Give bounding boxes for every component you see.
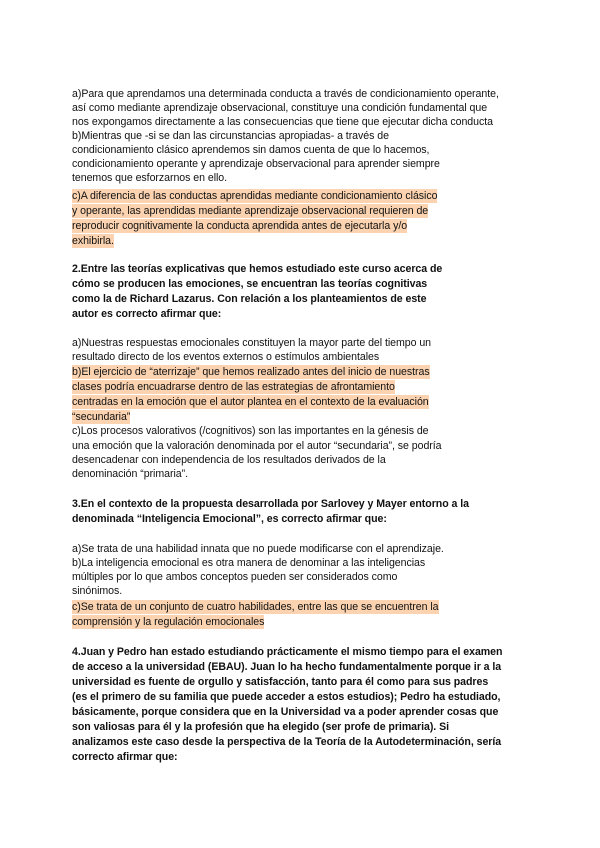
text-line: exhibirla. <box>72 235 114 247</box>
text-line: condicionamiento operante y aprendizaje observacional para aprender siempre <box>72 158 440 170</box>
text-line: centradas en la emoción que el autor plantea en el contexto de la evaluación <box>72 396 429 408</box>
text-line: correcto afirmar que: <box>72 751 178 763</box>
text-line: (es el primero de su familia que puede acceder a estos estudios); Pedro ha estudiado, <box>72 691 501 703</box>
text-line: cómo se producen las emociones, se encuentran las teorías cognitivas <box>72 278 428 290</box>
text-line: tenemos que esforzarnos en ello. <box>72 172 228 184</box>
text-line: universidad es fuente de orgullo y satisfacción, tanto para él como para sus padres <box>72 676 489 688</box>
text-line: y operante, las aprendidas mediante aprendizaje observacional requieren de <box>72 205 429 217</box>
text-line: una emoción que la valoración denominada por el autor “secundaria”, se podría <box>72 440 442 452</box>
text-line: comprensión y la regulación emocionales <box>72 616 265 628</box>
text-line: 4.Juan y Pedro han estado estudiando prácticamente el mismo tiempo para el examen <box>72 646 503 658</box>
text-line: a)Nuestras respuestas emocionales constituyen la mayor parte del tiempo un <box>72 337 432 349</box>
text-line: b)Mientras que -si se dan las circunstancias apropiadas- a través de <box>72 130 389 142</box>
text-line: desencadenar con independencia de los resultados derivados de la <box>72 454 386 466</box>
text-line: sinónimos. <box>72 585 123 597</box>
text-line: 2.Entre las teorías explicativas que hemos estudiado este curso acerca de <box>72 263 443 275</box>
text-line: denominación “primaria”. <box>72 468 188 480</box>
text-line: son valiosas para él y la profesión que ha elegido (ser profe de primaria). Si <box>72 721 450 733</box>
text-line: de acceso a la universidad (EBAU). Juan lo ha hecho fundamentalmente porque ir a la <box>72 661 502 673</box>
text-line: “secundaria” <box>72 411 131 423</box>
text-line: 3.En el contexto de la propuesta desarrollada por Sarlovey y Mayer entorno a la <box>72 498 469 510</box>
text-line: analizamos este caso desde la perspectiva de la Teoría de la Autodeterminación, sería <box>72 736 502 748</box>
text-line: b)El ejercicio de “aterrizaje” que hemos realizado antes del inicio de nuestras <box>72 366 430 378</box>
text-line: resultado directo de los eventos externos o estímulos ambientales <box>72 351 380 363</box>
text-line: nos expongamos directamente a las consecuencias que tiene que ejecutar dicha conducta <box>72 116 493 128</box>
text-line: básicamente, porque considera que en la Universidad va a poder aprender cosas que <box>72 706 499 718</box>
text-line: autor es correcto afirmar que: <box>72 308 222 320</box>
text-line: múltiples por lo que ambos conceptos pueden ser considerados como <box>72 571 398 583</box>
text-line: clases podría encuadrarse dentro de las estrategias de afrontamiento <box>72 381 395 393</box>
text-line: denominada “Inteligencia Emocional”, es correcto afirmar que: <box>72 513 387 525</box>
text-line: b)La inteligencia emocional es otra manera de denominar a las inteligencias <box>72 557 426 569</box>
text-line: a)Se trata de una habilidad innata que no puede modificarse con el aprendizaje. <box>72 543 444 555</box>
text-line: reproducir cognitivamente la conducta aprendida antes de ejecutarla y/o <box>72 220 408 232</box>
text-line: así como mediante aprendizaje observacional, constituye una condición fundamental que <box>72 102 488 114</box>
text-line: c)Se trata de un conjunto de cuatro habilidades, entre las que se encuentren la <box>72 601 439 613</box>
text-line: c)A diferencia de las conductas aprendidas mediante condicionamiento clásico <box>72 190 438 202</box>
text-line: condicionamiento clásico aprendemos sin damos cuenta de que lo hacemos, <box>72 144 430 156</box>
text-line: como la de Richard Lazarus. Con relación a los planteamientos de este <box>72 293 427 305</box>
text-line: c)Los procesos valorativos (/cognitivos) son las importantes en la génesis de <box>72 425 429 437</box>
text-line: a)Para que aprendamos una determinada conducta a través de condicionamiento operante, <box>72 88 499 100</box>
